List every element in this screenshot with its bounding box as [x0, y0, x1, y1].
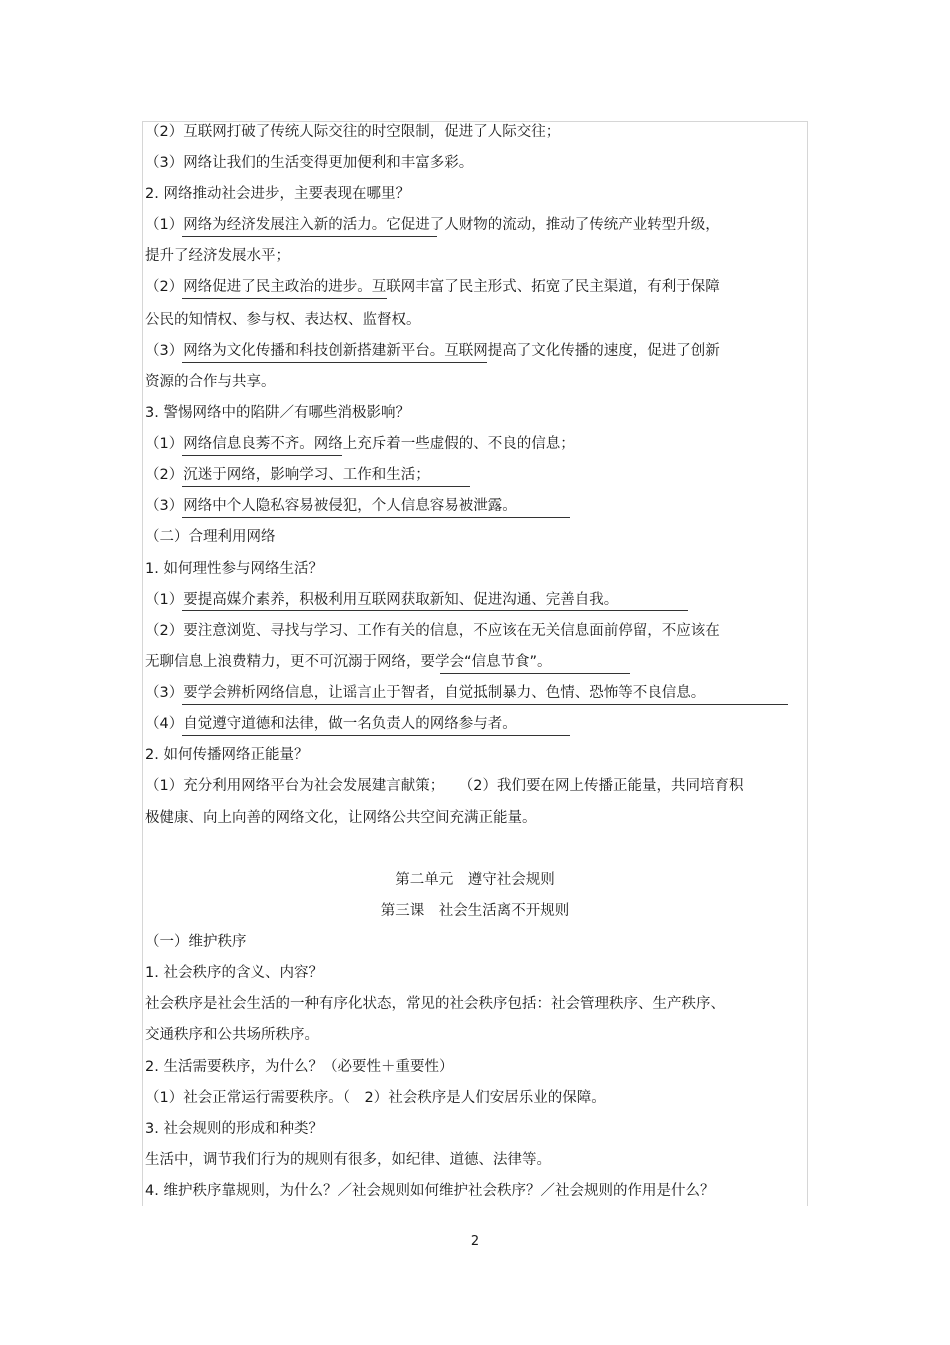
text-line: 资源的合作与共享。 — [145, 374, 276, 390]
page-number: 2 — [470, 1234, 480, 1249]
section-heading: （一）维护秩序 — [145, 934, 247, 950]
frame-right-border — [807, 121, 808, 1206]
text-line: （4）自觉遵守道德和法律，做一名负责人的网络参与者。 — [145, 716, 517, 732]
question-heading: 3. 警惕网络中的陷阱／有哪些消极影响？ — [145, 405, 410, 421]
text-line: 公民的知情权、参与权、表达权、监督权。 — [145, 312, 421, 328]
underline — [182, 610, 688, 611]
text-line: （1）网络信息良莠不齐。网络上充斥着一些虚假的、不良的信息； — [145, 436, 575, 452]
underline — [440, 673, 630, 674]
text-line: （1）社会正常运行需要秩序。（ 2）社会秩序是人们安居乐业的保障。 — [145, 1090, 606, 1106]
text-line: （2）沉迷于网络，影响学习、工作和生活； — [145, 467, 430, 483]
text-line: （2）互联网打破了传统人际交往的时空限制，促进了人际交往； — [145, 124, 561, 140]
text-line: 社会秩序是社会生活的一种有序化状态，常见的社会秩序包括：社会管理秩序、生产秩序、 — [145, 996, 725, 1012]
frame-left-border — [142, 121, 143, 1206]
underline — [182, 362, 487, 363]
text-line: （3）网络为文化传播和科技创新搭建新平台。互联网提高了文化传播的速度，促进了创新 — [145, 343, 720, 359]
underline — [182, 704, 788, 705]
text-line: （2）要注意浏览、寻找与学习、工作有关的信息，不应该在无关信息面前停留，不应该在 — [145, 623, 720, 639]
question-heading: 2. 生活需要秩序，为什么？（必要性＋重要性） — [145, 1059, 454, 1075]
text-line: 无聊信息上浪费精力，更不可沉溺于网络，要学会“信息节食”。 — [145, 654, 552, 670]
underline — [182, 735, 570, 736]
section-heading: （二）合理利用网络 — [145, 529, 276, 545]
underline — [182, 455, 342, 456]
question-heading: 1. 社会秩序的含义、内容？ — [145, 965, 323, 981]
text-line: （1）网络为经济发展注入新的活力。它促进了人财物的流动，推动了传统产业转型升级， — [145, 217, 720, 233]
unit-title: 第二单元 遵守社会规则 — [395, 872, 555, 888]
text-line: （3）网络让我们的生活变得更加便利和丰富多彩。 — [145, 155, 474, 171]
text-line: 极健康、向上向善的网络文化，让网络公共空间充满正能量。 — [145, 810, 537, 826]
question-heading: 2. 网络推动社会进步，主要表现在哪里？ — [145, 186, 410, 202]
text-line: （1）充分利用网络平台为社会发展建言献策； （2）我们要在网上传播正能量，共同培育积 — [145, 778, 744, 794]
text-line: 生活中，调节我们行为的规则有很多，如纪律、道德、法律等。 — [145, 1152, 551, 1168]
underline — [182, 298, 387, 299]
text-line: （2）网络促进了民主政治的进步。互联网丰富了民主形式、拓宽了民主渠道，有利于保障 — [145, 279, 720, 295]
question-heading: 3. 社会规则的形成和种类？ — [145, 1121, 323, 1137]
underline — [182, 486, 470, 487]
question-heading: 2. 如何传播网络正能量？ — [145, 747, 309, 763]
question-heading: 4. 维护秩序靠规则，为什么？／社会规则如何维护社会秩序？／社会规则的作用是什么？ — [145, 1183, 715, 1199]
text-line: （3）网络中个人隐私容易被侵犯，个人信息容易被泄露。 — [145, 498, 517, 514]
text-line: 提升了经济发展水平； — [145, 248, 290, 264]
underline — [182, 517, 570, 518]
text-line: （3）要学会辨析网络信息，让谣言止于智者，自觉抵制暴力、色情、恐怖等不良信息。 — [145, 685, 706, 701]
text-line: 交通秩序和公共场所秩序。 — [145, 1027, 319, 1043]
text-line: （1）要提高媒介素养，积极利用互联网获取新知、促进沟通、完善自我。 — [145, 592, 619, 608]
underline — [182, 236, 437, 237]
lesson-title: 第三课 社会生活离不开规则 — [380, 903, 570, 919]
question-heading: 1. 如何理性参与网络生活？ — [145, 561, 323, 577]
